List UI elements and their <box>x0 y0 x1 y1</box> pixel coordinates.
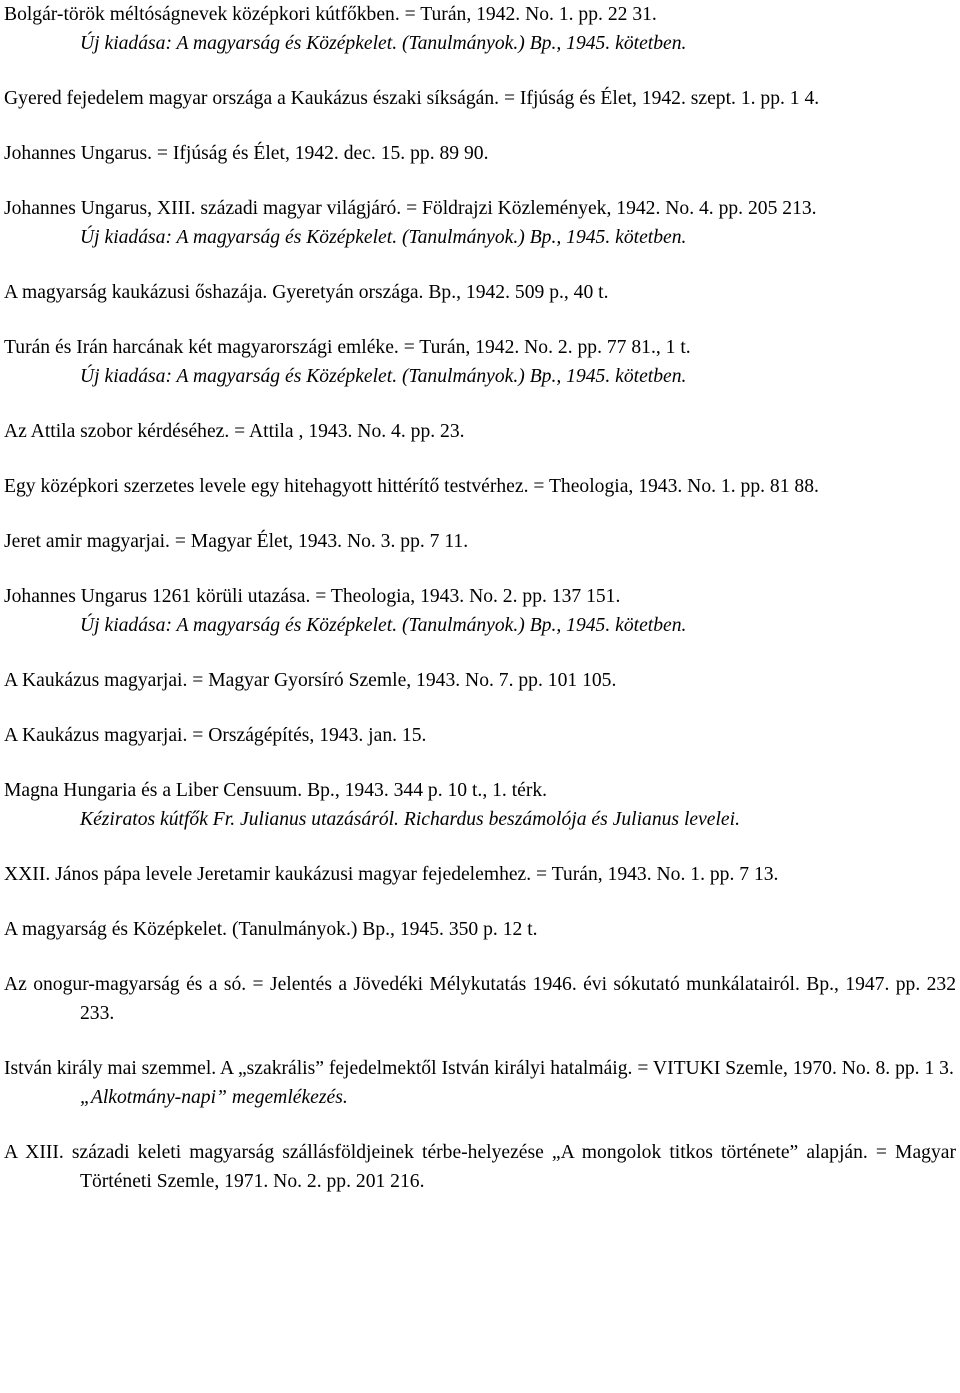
entry-text: Egy középkori szerzetes levele egy hitehagyott hittérítő testvérhez. = Theologia, 1943. No. 1. pp. 81 88. <box>4 476 819 497</box>
bibliography-entry <box>4 527 956 556</box>
bibliography-entry <box>4 0 956 58</box>
entry-text: Gyered fejedelem magyar országa a Kaukázus északi síkságán. = Ifjúság és Élet, 1942. szept. 1. pp. 1 4. <box>4 88 820 109</box>
bibliography-entry <box>4 721 956 750</box>
bibliography-entry <box>4 84 956 113</box>
bibliography-entry <box>4 139 956 168</box>
bibliography-entry <box>4 278 956 307</box>
entry-text: A magyarság és Középkelet. (Tanulmányok.) Bp., 1945. 350 p. 12 t. <box>4 919 538 940</box>
entry-text: Johannes Ungarus. = Ifjúság és Élet, 1942. dec. 15. pp. 89 90. <box>4 143 489 164</box>
bibliography-entry <box>4 860 956 889</box>
bibliography-entry <box>4 417 956 446</box>
bibliography-entry <box>4 472 956 501</box>
entry-text: Turán és Irán harcának két magyarországi emléke. = Turán, 1942. No. 2. pp. 77 81., 1 t. <box>4 337 691 358</box>
bibliography-entry <box>4 970 956 1028</box>
entry-note: „Alkotmány-napi” megemlékezés. <box>80 1087 348 1108</box>
bibliography-entry <box>4 582 956 640</box>
bibliography-page <box>4 0 956 1222</box>
entry-text: Bolgár-török méltóságnevek középkori kútfőkben. = Turán, 1942. No. 1. pp. 22 31. <box>4 4 657 25</box>
entry-text: Johannes Ungarus 1261 körüli utazása. = Theologia, 1943. No. 2. pp. 137 151. <box>4 586 621 607</box>
entry-text: Magna Hungaria és a Liber Censuum. Bp., 1943. 344 p. 10 t., 1. térk. <box>4 780 548 801</box>
entry-text: A Kaukázus magyarjai. = Magyar Gyorsíró Szemle, 1943. No. 7. pp. 101 105. <box>4 670 617 691</box>
entry-text: Az Attila szobor kérdéséhez. = Attila , 1943. No. 4. pp. 23. <box>4 421 465 442</box>
entry-note: Új kiadása: A magyarság és Középkelet. (Tanulmányok.) Bp., 1945. kötetben. <box>80 33 687 54</box>
entry-text: A magyarság kaukázusi őshazája. Gyeretyán országa. Bp., 1942. 509 p., 40 t. <box>4 282 609 303</box>
bibliography-entry <box>4 333 956 391</box>
entry-note: Kéziratos kútfők Fr. Julianus utazásáról. Richardus beszámolója és Julianus levelei. <box>80 809 740 830</box>
bibliography-entry <box>4 194 956 252</box>
entry-note: Új kiadása: A magyarság és Középkelet. (Tanulmányok.) Bp., 1945. kötetben. <box>80 615 687 636</box>
bibliography-entry <box>4 666 956 695</box>
bibliography-entry <box>4 1054 956 1112</box>
entry-text: Jeret amir magyarjai. = Magyar Élet, 1943. No. 3. pp. 7 11. <box>4 531 469 552</box>
entry-text: Az onogur-magyarság és a só. = Jelentés a Jövedéki Mélykutatás 1946. évi sókutató munkálatairól. Bp., 1947. pp. 232 233. <box>4 974 956 1024</box>
entry-text: István király mai szemmel. A „szakrális” fejedelmektől István királyi hatalmáig. = VITUKI Szemle, 1970. No. 8. pp. 1 3. <box>4 1058 954 1079</box>
entry-text: Johannes Ungarus, XIII. századi magyar világjáró. = Földrajzi Közlemények, 1942. No. 4. pp. 205 213. <box>4 198 817 219</box>
entry-text: XXII. János pápa levele Jeretamir kaukázusi magyar fejedelemhez. = Turán, 1943. No. 1. pp. 7 13. <box>4 864 779 885</box>
bibliography-entry <box>4 915 956 944</box>
bibliography-entry <box>4 1138 956 1196</box>
entry-text: A XIII. századi keleti magyarság szállásföldjeinek térbe-helyezése „A mongolok titkos története” alapján. = Magyar Történeti Szemle, 1971. No. 2. pp. 201 216. <box>4 1142 956 1192</box>
bibliography-entry <box>4 776 956 834</box>
entry-note: Új kiadása: A magyarság és Középkelet. (Tanulmányok.) Bp., 1945. kötetben. <box>80 227 687 248</box>
entry-text: A Kaukázus magyarjai. = Országépítés, 1943. jan. 15. <box>4 725 427 746</box>
entry-note: Új kiadása: A magyarság és Középkelet. (Tanulmányok.) Bp., 1945. kötetben. <box>80 366 687 387</box>
